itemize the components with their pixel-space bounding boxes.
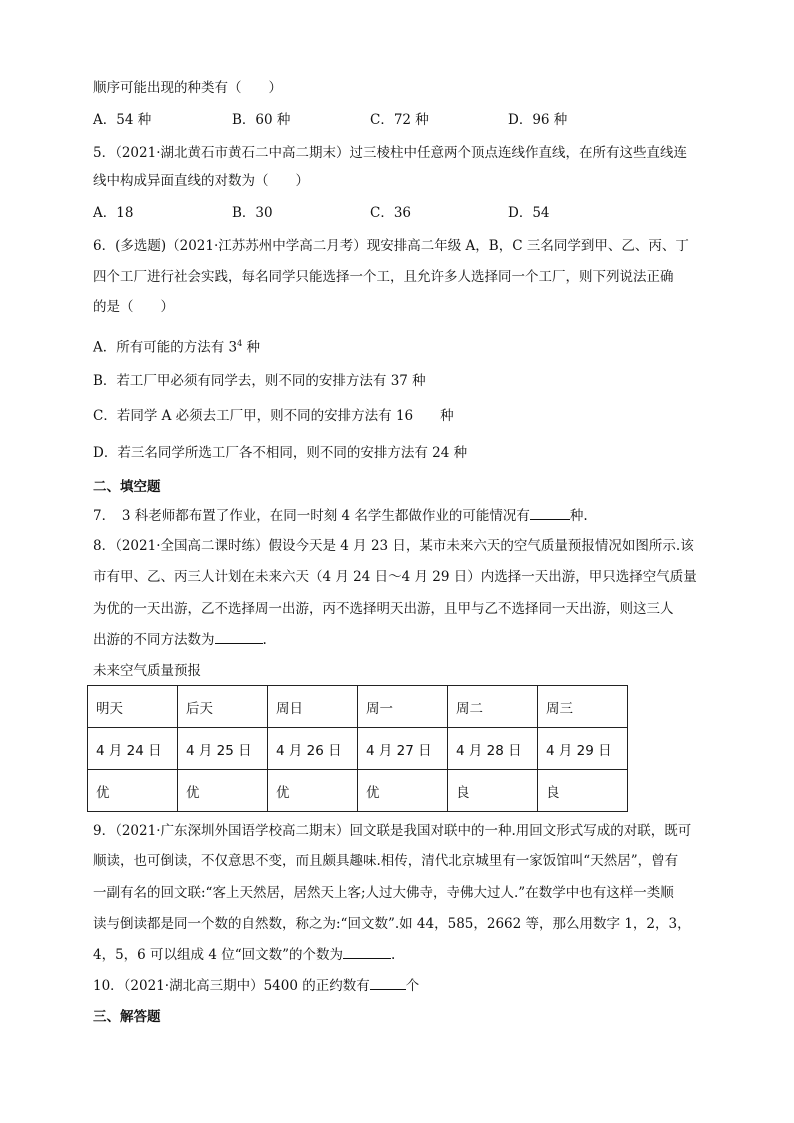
q7-stem-unit: 种. (569, 508, 588, 524)
q9-stem-line-5 (93, 946, 395, 964)
q6-stem-line-1: 6．(多选题)（2021·江苏苏州中学高二月考）现安排高二年级 A，B，C 三名同学到甲、乙、丙、丁 (93, 238, 689, 254)
q9-stem-line-5-text: 4，5，6 可以组成 4 位“回文数”的个数为 (93, 947, 344, 963)
q5-option-d: D．54 (508, 205, 550, 221)
q4-option-c: C．72 种 (370, 112, 429, 128)
q10-stem (93, 977, 419, 995)
q9-stem-line-1: 9．（2021·广东深圳外国语学校高二期末）回文联是我国对联中的一种.用回文形式写成的对联，既可 (93, 823, 692, 839)
q6-option-b: B．若工厂甲必须有同学去，则不同的安排方法有 37 种 (93, 373, 426, 389)
q6-option-a-unit: 种 (242, 339, 261, 356)
q6-stem-line-3: 的是（ ） (93, 299, 174, 315)
q8-stem-line-4 (93, 631, 267, 649)
q9-stem-line-3: 一副有名的回文联:“客上天然居，居然天上客;人过大佛寺，寺佛大过人.”在数学中也有这样一类顺 (93, 885, 674, 901)
q8-stem-line-2: 市有甲、乙、丙三人计划在未来六天（4 月 24 日～4 月 29 日）内选择一天出游，甲只选择空气质量 (93, 569, 697, 585)
q7-stem-text: 7． 3 科老师都布置了作业，在同一时刻 4 名学生都做作业的可能情况有 (93, 508, 530, 524)
q9-stem-line-4: 读与倒读都是同一个数的自然数，称之为:“回文数”.如 44，585，2662 等，那么用数字 1，2，3， (93, 916, 691, 932)
table-row-days (88, 686, 628, 728)
table-row-dates (88, 728, 628, 770)
table-cell: 4 月 25 日 (178, 728, 268, 770)
q6-option-a-text: A．所有可能的方法有 3 (93, 339, 238, 356)
q6-option-a-exponent: 4 (237, 339, 243, 348)
table-cell: 4 月 29 日 (538, 728, 628, 770)
q4-option-b: B．60 种 (232, 112, 291, 128)
q9-answer-blank (343, 946, 391, 959)
q8-answer-blank (215, 631, 263, 644)
table-cell: 优 (88, 770, 178, 812)
q9-stem-line-5-end: . (391, 947, 396, 963)
q6-option-d: D．若三名同学所选工厂各不相同，则不同的安排方法有 24 种 (93, 445, 468, 461)
q8-stem-line-4-text: 出游的不同方法数为 (93, 632, 215, 648)
table-cell: 周一 (358, 686, 448, 728)
q5-option-c: C．36 (370, 205, 412, 221)
table-cell: 周三 (538, 686, 628, 728)
q10-stem-unit: 个 (405, 978, 420, 994)
q6-option-a (93, 335, 260, 357)
q6-stem-line-2: 四个工厂进行社会实践，每名同学只能选择一个工，且允许多人选择同一个工厂，则下列说法正确 (93, 269, 674, 285)
section-heading-solutions: 三、解答题 (93, 1009, 161, 1025)
q8-stem-line-3: 为优的一天出游，乙不选择周一出游，丙不选择明天出游，且甲与乙不选择同一天出游，则这三人 (93, 601, 674, 617)
table-row-quality (88, 770, 628, 812)
q5-stem-line-1: 5．（2021·湖北黄石市黄石二中高二期末）过三棱柱中任意两个顶点连线作直线，在所有这些直线连 (93, 145, 687, 161)
q8-stem-line-1: 8．（2021·全国高二课时练）假设今天是 4 月 23 日，某市未来六天的空气质量预报情况如图所示.该 (93, 538, 694, 554)
air-quality-table (87, 685, 628, 812)
table-cell: 4 月 28 日 (448, 728, 538, 770)
q4-option-d: D．96 种 (508, 112, 568, 128)
table-cell: 4 月 24 日 (88, 728, 178, 770)
table-cell: 周二 (448, 686, 538, 728)
table-cell: 后天 (178, 686, 268, 728)
q7-stem (93, 507, 588, 525)
q8-stem-line-4-end: . (262, 632, 267, 648)
q4-option-a: A．54 种 (93, 112, 152, 128)
table-cell: 良 (448, 770, 538, 812)
q10-stem-text: 10．（2021·湖北高三期中）5400 的正约数有 (93, 978, 370, 994)
air-quality-table-title: 未来空气质量预报 (93, 663, 201, 679)
q6-option-c: C．若同学 A 必须去工厂甲，则不同的安排方法有 16 种 (93, 408, 454, 424)
section-heading-fill-in: 二、填空题 (93, 479, 161, 495)
table-cell: 优 (358, 770, 448, 812)
q9-stem-line-2: 顺读，也可倒读，不仅意思不变，而且颇具趣味.相传，清代北京城里有一家饭馆叫“天然居”，曾有 (93, 853, 679, 869)
table-cell: 4 月 26 日 (268, 728, 358, 770)
table-cell: 优 (268, 770, 358, 812)
table-cell: 周日 (268, 686, 358, 728)
q5-option-a: A．18 (93, 205, 134, 221)
table-cell: 明天 (88, 686, 178, 728)
q5-option-b: B．30 (232, 205, 273, 221)
table-cell: 优 (178, 770, 268, 812)
q7-answer-blank (530, 507, 570, 520)
q5-stem-line-2: 线中构成异面直线的对数为（ ） (93, 173, 309, 189)
q4-stem-line: 顺序可能出现的种类有（ ） (93, 80, 282, 96)
q10-answer-blank (370, 977, 406, 990)
table-cell: 良 (538, 770, 628, 812)
table-cell: 4 月 27 日 (358, 728, 448, 770)
